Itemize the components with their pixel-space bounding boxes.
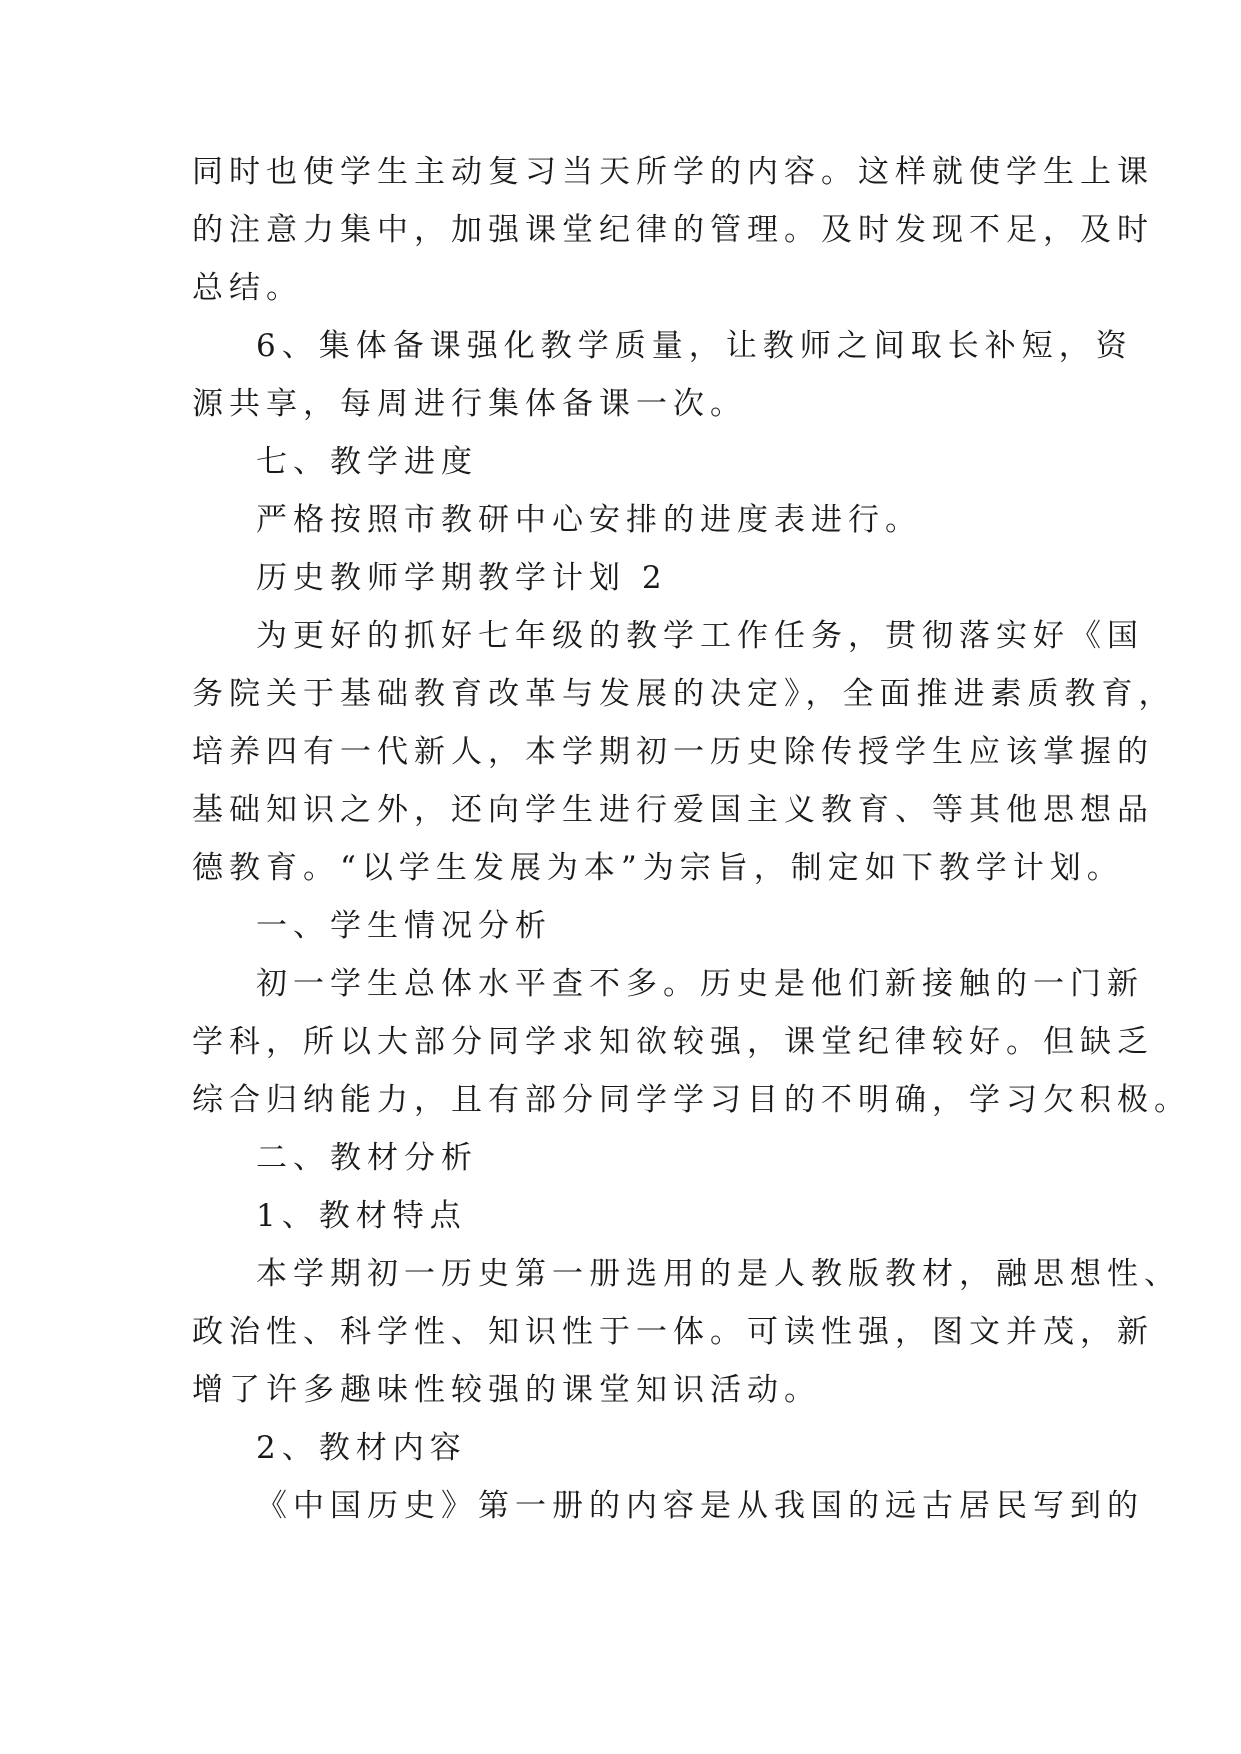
text-line: 基础知识之外，还向学生进行爱国主义教育、等其他思想品	[192, 792, 1154, 828]
text-line: 务院关于基础教育改革与发展的决定》，全面推进素质教育，	[192, 676, 1176, 712]
text-line: 源共享，每周进行集体备课一次。	[192, 386, 747, 422]
text-line: 的注意力集中，加强课堂纪律的管理。及时发现不足，及时	[192, 212, 1154, 248]
text-line: 本学期初一历史第一册选用的是人教版教材，融思想性、	[256, 1256, 1181, 1292]
text-line: 综合归纳能力，且有部分同学学习目的不明确，学习欠积极。	[192, 1082, 1191, 1118]
text-line: 严格按照市教研中心安排的进度表进行。	[256, 502, 922, 538]
subsection-heading: 1、教材特点	[256, 1198, 467, 1234]
text-line: 培养四有一代新人，本学期初一历史除传授学生应该掌握的	[192, 734, 1154, 770]
text-line: 增了许多趣味性较强的课堂知识活动。	[192, 1372, 821, 1408]
text-line: 为更好的抓好七年级的教学工作任务，贯彻落实好《国	[256, 618, 1144, 654]
text-line: 6、集体备课强化教学质量，让教师之间取长补短，资	[256, 328, 1133, 364]
document-title: 历史教师学期教学计划 2	[256, 560, 668, 596]
text-line: 同时也使学生主动复习当天所学的内容。这样就使学生上课	[192, 154, 1154, 190]
text-line: 德教育。“以学生发展为本”为宗旨，制定如下教学计划。	[192, 850, 1124, 886]
text-line: 学科，所以大部分同学求知欲较强，课堂纪律较好。但缺乏	[192, 1024, 1154, 1060]
text-line: 初一学生总体水平查不多。历史是他们新接触的一门新	[256, 966, 1144, 1002]
section-heading: 一、学生情况分析	[256, 908, 552, 944]
text-line: 总结。	[192, 270, 303, 306]
subsection-heading: 2、教材内容	[256, 1430, 467, 1466]
section-heading: 二、教材分析	[256, 1140, 478, 1176]
text-line: 《中国历史》第一册的内容是从我国的远古居民写到的	[256, 1488, 1144, 1524]
text-line: 政治性、科学性、知识性于一体。可读性强，图文并茂，新	[192, 1314, 1154, 1350]
section-heading: 七、教学进度	[256, 444, 478, 480]
